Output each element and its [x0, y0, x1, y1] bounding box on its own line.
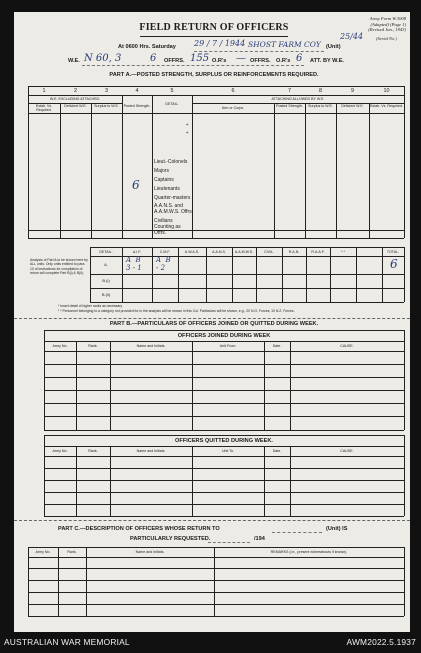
analysis-row-label: B.(ii): [101, 292, 111, 297]
analysis-row-label: B.(i): [102, 278, 110, 283]
col-number: 9: [351, 88, 354, 94]
note-higher-ranks: * Insert detail of higher ranks as necessary.: [58, 304, 123, 308]
rank-list: [154, 158, 192, 236]
col-header: Posted Strength.: [123, 104, 151, 108]
part-c-date-tail: /194: [254, 536, 265, 542]
posted-strength-value: 6: [132, 178, 140, 192]
att-label: ATT. BY W.E.: [310, 58, 344, 64]
col-number: 10: [383, 88, 390, 94]
quitted-col-header: CAUSE.: [340, 449, 354, 453]
col-number: 6: [231, 88, 235, 94]
rank-label: Quarter-masters: [154, 194, 191, 201]
analysis-col-header: R.A.N.: [288, 250, 300, 254]
we-label: W.E.: [68, 58, 80, 64]
col-header: Surplus to W.E.: [94, 104, 119, 108]
unit-value: SHOST FARM COY: [248, 40, 321, 49]
army-form-revised: (Revised Jan., 1943): [368, 27, 406, 32]
quitted-col-header: Army No.: [52, 449, 68, 453]
col-number: 3: [105, 88, 108, 94]
quitted-col-header: Rank.: [88, 449, 98, 453]
rank-label: Civilians Counting as Offrs.: [154, 217, 181, 236]
col-header: Arm or Corps.: [221, 106, 245, 110]
note-other-category: * * Personnel belonging to a category not provided for in the analysis will be shown in this Col. Particulars will be shown, e.g., 20 N.G. Forces; 10 N.Z. Forces.: [58, 309, 295, 313]
date-value: 29 / 7 / 1944: [194, 39, 246, 48]
col-number: 8: [319, 88, 322, 94]
rank-label: Lieut.-Colonels: [154, 159, 188, 165]
footer-accession-number: AWM2022.5.1937: [346, 637, 416, 647]
army-form-block: [330, 16, 410, 33]
analysis-col-header: * *: [341, 250, 345, 254]
we-excluding-header: W.E. EXCLUDING ATTACHED.: [49, 97, 101, 101]
offrs-label: OFFRS.: [164, 58, 185, 64]
quitted-col-header: Unit To.: [221, 449, 235, 453]
part-c-title: PART C.—DESCRIPTION OF OFFICERS WHOSE RETURN TO: [58, 526, 220, 532]
col-header: Estab. Vs. Required.: [370, 104, 403, 108]
aif-value: A B 3 - 1: [126, 256, 142, 272]
we-value: N 60, 3: [84, 53, 122, 64]
form-page: FIELD RETURN OF OFFICERS Army Form W.3008 (Adapted) (Page 1) (Revised Jan., 1943) 25/44 (Serial No.) At 0600 Hrs. Saturday 29 / 7 / 1944 SHOST FARM COY (Unit) W.E. N 60, 3 6 OFFRS. 155 O.R's — OFFRS. 6 O.R's ATT. BY W.E. PART A.—POSTED STRENGTH, SURPLUS OR REINFORCEMENTS REQUIRED. 1 2 3 4 5 6 7 8 9 10 W.E. EXCLUDING ATTACHED. ATTACHING ALLOWED BY W.E. DETAIL. Estab. Vs. Required. Deficient W.E. Surplus to W.E. Posted Strength. Arm or Corps. Posted Strength. Surplus to W.E. Deficient W.E. Estab. Vs. Required. * * Lieut.-Colonels Majors Captains Lieutenants Quarter-masters A.A.N.S. and A.A.M.W.S. Offrs Civilians Counting as Offrs. 6 Analysis of Part A to be shown here by ALL units. Only units entitled to para. 10 of instructions for compilation of return will complete Part B(i) & B(ii). DETAIL. A.I.F. C.M.F. A.W.A.S. A.A.N.S. A.A.M.W.S. CIVIL. R.A.N. R.A.A.F. * * TOTAL. A. B.(i) B.(ii) A B 3 - 1 A B - 2 6 * Insert detail of higher ranks as necessary. * * Personnel belonging to a category not provided for in the analysis will be shown in this Col. Particulars will be shown, e.g., 20 N.G. Forces; 10 N.Z. Forces. PART B.—PARTICULARS OF OFFICERS JOINED OR QUITTED DURING WEEK. OFFICERS JOINED DURING WEEK Army No. Rank. Name and Initials. Unit From. Date. CAUSE. OFFICERS QUITTED DURING WEEK. Army No. Rank. Name and Initials. Unit To. Date. CAUSE. PART C.—DESCRIPTION OF OFFICERS WHOSE RETURN TO (Unit) IS PARTICULARLY REQUESTED. /194 Army No. Rank. Name and Initials. REMARKS (i.e., present whereabouts if known).: [14, 12, 410, 632]
rank-label: Captains: [154, 176, 174, 183]
part-a-title: PART A.—POSTED STRENGTH, SURPLUS OR REINFORCEMENTS REQUIRED.: [109, 72, 319, 78]
detail-header: DETAIL.: [165, 102, 179, 106]
joined-col-header: Name and Initials.: [136, 344, 166, 348]
col-header: Deficient W.E.: [64, 104, 87, 108]
quitted-col-header: Date.: [272, 449, 282, 453]
army-form-adapted: (Adapted) (Page 1): [370, 21, 406, 27]
col-header: Deficient W.E.: [341, 104, 364, 108]
ors-value: 155: [190, 53, 210, 64]
col-number: 2: [74, 88, 77, 94]
analysis-col-header: TOTAL.: [386, 250, 400, 254]
col-number: 1: [42, 88, 46, 94]
col-header: Posted Strength.: [276, 104, 303, 108]
col-number: 7: [288, 88, 291, 94]
part-c-col-header: Rank.: [67, 550, 77, 554]
cmf-value: A B - 2: [156, 256, 171, 272]
offrs-value: 6: [150, 53, 157, 64]
ors-label: O.R's: [212, 58, 227, 64]
joined-col-header: Unit From.: [219, 344, 237, 348]
analysis-note: Analysis of Part A to be shown here by ALL units. Only units entitled to para. 10 of instructions for compilation of return will complete Part B(i) & B(ii).: [30, 258, 88, 275]
analysis-col-header: A.A.M.W.S.: [234, 250, 254, 254]
analysis-col-header: A.W.A.S.: [184, 250, 200, 254]
attaching-allowed-header: ATTACHING ALLOWED BY W.E.: [271, 97, 325, 101]
rank-label: Majors: [154, 167, 170, 174]
joined-col-header: Date.: [272, 344, 282, 348]
joined-col-header: CAUSE.: [340, 344, 354, 348]
joined-col-header: Rank.: [88, 344, 98, 348]
col-header: Estab. Vs. Required.: [35, 104, 53, 113]
col-number: 5: [170, 88, 174, 94]
analysis-row-label: A.: [104, 262, 108, 267]
offrs2-value: —: [236, 53, 246, 64]
at-label: At 0600 Hrs. Saturday: [118, 44, 176, 50]
col-number: 4: [135, 88, 139, 94]
part-c-requested: PARTICULARLY REQUESTED.: [130, 536, 211, 542]
serial-number-label: (Serial No.): [376, 36, 397, 41]
form-title: FIELD RETURN OF OFFICERS: [139, 22, 289, 33]
col-header: Surplus to W.E.: [308, 104, 333, 108]
army-form-number: Army Form W.3008: [369, 16, 406, 21]
part-b-title: PART B.—PARTICULARS OF OFFICERS JOINED OR QUITTED DURING WEEK.: [109, 321, 319, 327]
total-value: 6: [390, 257, 398, 271]
part-c-col-header: Name and Initials.: [135, 550, 165, 554]
analysis-col-header: CIVIL.: [264, 250, 274, 254]
analysis-col-header: A.A.N.S.: [212, 250, 226, 254]
footer-institution: AUSTRALIAN WAR MEMORIAL: [4, 637, 130, 647]
rank-label: Lieutenants: [154, 185, 180, 192]
part-c-col-header: REMARKS (i.e., present whereabouts if known).: [270, 550, 348, 554]
joined-title: OFFICERS JOINED DURING WEEK: [177, 333, 271, 339]
rank-label: A.A.N.S. and A.A.M.W.S. Offrs: [154, 202, 192, 215]
unit-label: (Unit): [326, 44, 341, 50]
analysis-col-header: C.M.F.: [159, 250, 171, 254]
offrs2-label: OFFRS.: [250, 58, 271, 64]
part-c-col-header: Army No.: [35, 550, 51, 554]
ors2-label: O.R's: [276, 58, 291, 64]
serial-number-value: 25/44: [340, 32, 364, 41]
analysis-col-header: A.I.F.: [132, 250, 142, 254]
quitted-title: OFFICERS QUITTED DURING WEEK.: [175, 438, 273, 444]
part-c-unit-label: (Unit) IS: [326, 526, 348, 532]
ors2-value: 6: [296, 53, 303, 64]
analysis-col-header: DETAIL.: [99, 250, 113, 254]
analysis-col-header: R.A.A.F.: [311, 250, 325, 254]
quitted-col-header: Name and Initials.: [136, 449, 166, 453]
joined-col-header: Army No.: [52, 344, 68, 348]
